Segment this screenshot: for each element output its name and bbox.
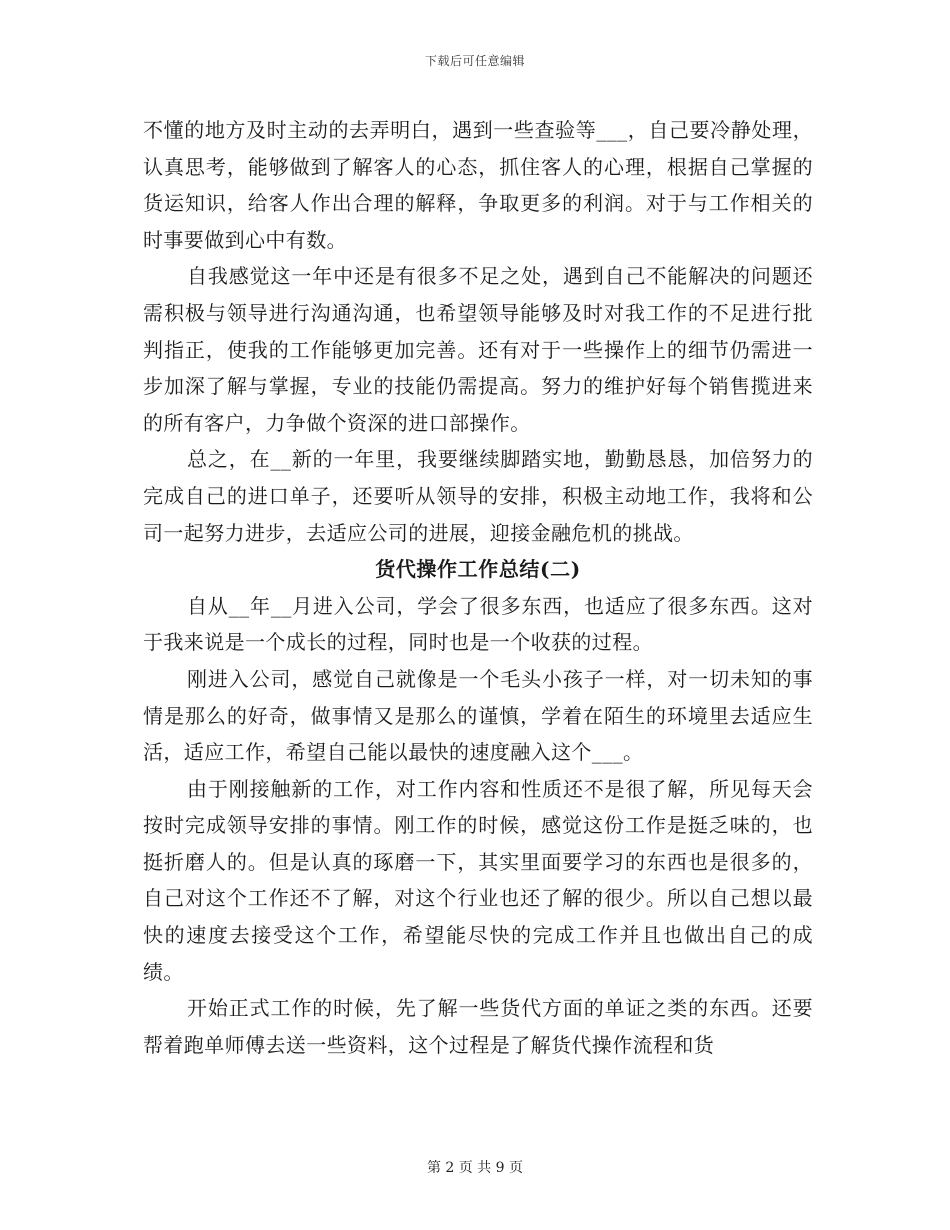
paragraph-conclusion: 总之，在__新的一年里，我要继续脚踏实地，勤勤恳恳，加倍努力的完成自己的进口单子，还要听从领导的安排，积极主动地工作，我将和公司一起努力进步，去适应公司的进展，迎接金融危机的挑战。	[143, 447, 813, 545]
section-title: 货代操作工作总结(二)	[375, 557, 581, 582]
paragraph-learning: 由于刚接触新的工作，对工作内容和性质还不是很了解，所见每天会按时完成领导安排的事情。刚工作的时候，感觉这份工作是挺乏味的，也挺折磨人的。但是认真的琢磨一下，其实里面要学习的东西也是很多的，自己对这个工作还不了解，对这个行业也还了解的很少。所以自己想以最快的速度去接受这个工作，希望能尽快的完成工作并且也做出自己的成绩。	[143, 776, 813, 984]
paragraph-self-assessment: 自我感觉这一年中还是有很多不足之处，遇到自己不能解决的问题还需积极与领导进行沟通沟通，也希望领导能够及时对我工作的不足进行批判指正，使我的工作能够更加完善。还有对于一些操作上的细节仍需进一步加深了解与掌握，专业的技能仍需提高。努力的维护好每个销售揽进来的所有客户，力争做个资深的进口部操作。	[143, 264, 813, 435]
page-number-footer: 第 2 页 共 9 页	[426, 1160, 524, 1176]
paragraph-formal-work: 开始正式工作的时候，先了解一些货代方面的单证之类的东西。还要帮着跑单师傅去送一些资料，这个过程是了解货代操作流程和货	[143, 996, 813, 1057]
paragraph-continuation: 不懂的地方及时主动的去弄明白，遇到一些查验等___，自己要冷静处理，认真思考，能够做到了解客人的心态，抓住客人的心理，根据自己掌握的货运知识，给客人作出合理的解释，争取更多的利润。对于与工作相关的时事要做到心中有数。	[143, 118, 813, 252]
paragraph-first-impression: 刚进入公司，感觉自己就像是一个毛头小孩子一样，对一切未知的事情是那么的好奇，做事情又是那么的谨慎，学着在陌生的环境里去适应生活，适应工作，希望自己能以最快的速度融入这个___。	[143, 666, 813, 765]
page-header-note: 下载后可任意编辑	[424, 54, 525, 68]
document-body	[143, 112, 813, 1063]
paragraph-joining: 自从__年__月进入公司，学会了很多东西，也适应了很多东西。这对于我来说是一个成长的过程，同时也是一个收获的过程。	[143, 593, 813, 655]
